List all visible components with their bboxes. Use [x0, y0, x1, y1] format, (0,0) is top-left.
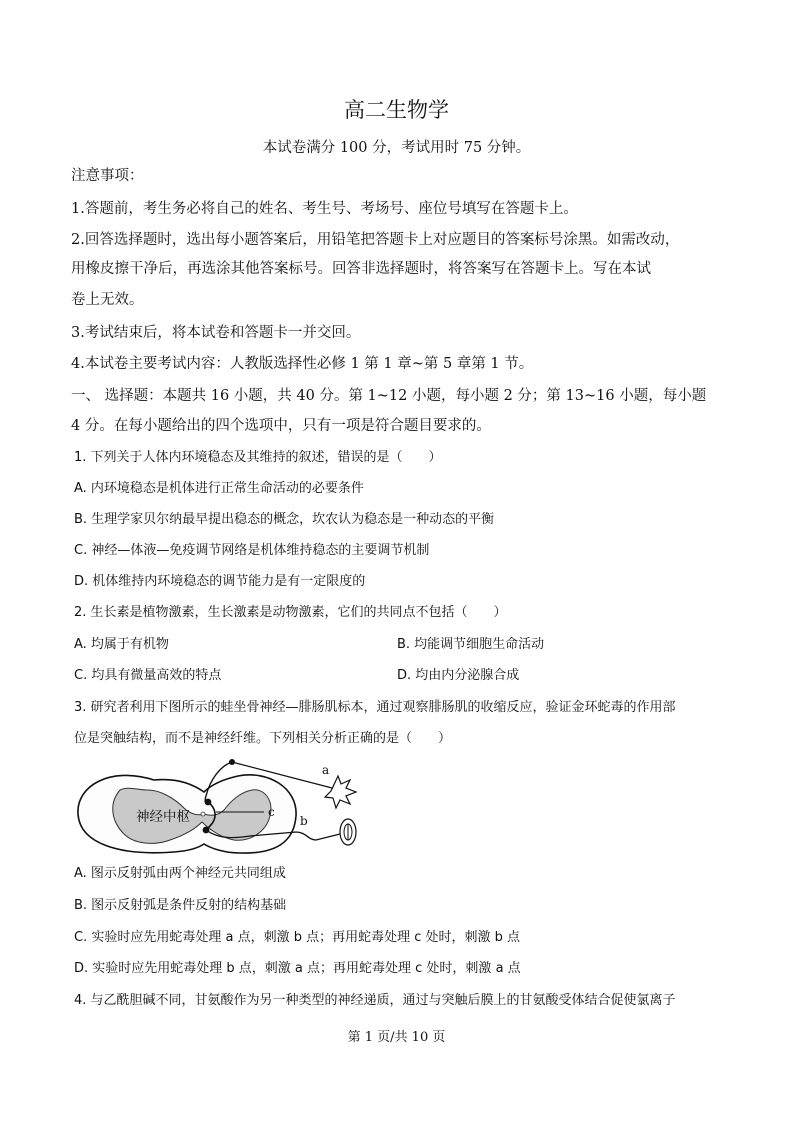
notice-line: 2.回答选择题时，选出每小题答案后，用铅笔把答题卡上对应题目的答案标号涂黑。如需改动， — [71, 232, 680, 248]
question-2-stem: 2. 生长素是植物激素，生长激素是动物激素，它们的共同点不包括（ ） — [74, 605, 507, 620]
question-2-option-d: D. 均由内分泌腺合成 — [397, 668, 520, 683]
notice-line: 3.考试结束后，将本试卷和答题卡一并交回。 — [71, 325, 361, 341]
label-c: c — [268, 805, 275, 819]
question-1-option-b: B. 生理学家贝尔纳最早提出稳态的概念，坎农认为稳态是一种动态的平衡 — [74, 512, 495, 527]
question-3-option-b: B. 图示反射弧是条件反射的结构基础 — [74, 898, 287, 913]
label-a: a — [322, 763, 330, 777]
question-1-option-c: C. 神经—体液—免疫调节网络是机体维持稳态的主要调节机制 — [74, 543, 430, 558]
question-1-option-d: D. 机体维持内环境稳态的调节能力是有一定限度的 — [74, 574, 366, 589]
question-2-option-b: B. 均能调节细胞生命活动 — [397, 637, 545, 652]
notice-line: 4.本试卷主要考试内容：人教版选择性必修 1 第 1 章~第 5 章第 1 节。 — [71, 356, 534, 372]
label-b: b — [300, 814, 308, 828]
nerve-center-label: 神经中枢 — [136, 809, 190, 825]
section-heading: 4 分。在每小题给出的四个选项中，只有一项是符合题目要求的。 — [71, 418, 491, 434]
notice-line: 卷上无效。 — [71, 292, 144, 308]
question-3-option-a: A. 图示反射弧由两个神经元共同组成 — [74, 866, 286, 881]
question-3-stem: 3. 研究者利用下图所示的蛙坐骨神经—腓肠肌标本，通过观察腓肠肌的收缩反应，验证金环蛇毒的作用部 — [74, 700, 676, 715]
notice-heading: 注意事项： — [71, 168, 144, 184]
notice-line: 1.答题前，考生务必将自己的姓名、考生号、考场号、座位号填写在答题卡上。 — [71, 201, 578, 217]
question-1-option-a: A. 内环境稳态是机体进行正常生命活动的必要条件 — [74, 481, 364, 496]
receptor-icon — [325, 776, 356, 808]
question-1-stem: 1. 下列关于人体内环境稳态及其维持的叙述，错误的是（ ） — [74, 450, 442, 465]
page-title: 高二生物学 — [344, 98, 449, 122]
question-2-option-c: C. 均具有微量高效的特点 — [74, 668, 222, 683]
question-3-option-d: D. 实验时应先用蛇毒处理 b 点，刺激 a 点；再用蛇毒处理 c 处时，刺激 a 点 — [74, 961, 521, 976]
reflex-arc-figure — [70, 752, 370, 862]
exam-subtitle: 本试卷满分 100 分，考试用时 75 分钟。 — [262, 140, 531, 156]
question-3-option-c: C. 实验时应先用蛇毒处理 a 点，刺激 b 点；再用蛇毒处理 c 处时，刺激 b 点 — [74, 930, 521, 945]
notice-line: 用橡皮擦干净后，再选涂其他答案标号。回答非选择题时，将答案写在答题卡上。写在本试 — [71, 261, 651, 277]
central-canal — [201, 812, 205, 816]
section-heading: 一、 选择题：本题共 16 小题，共 40 分。第 1~12 小题，每小题 2 分；第 13~16 小题，每小题 — [71, 388, 707, 404]
question-4-stem: 4. 与乙酰胆碱不同，甘氨酸作为另一种类型的神经递质，通过与突触后膜上的甘氨酸受体结合促使氯离子 — [74, 993, 676, 1008]
question-2-option-a: A. 均属于有机物 — [74, 637, 169, 652]
question-3-stem: 位是突触结构，而不是神经纤维。下列相关分析正确的是（ ） — [74, 731, 452, 746]
page-footer: 第 1 页/共 10 页 — [347, 1030, 446, 1045]
